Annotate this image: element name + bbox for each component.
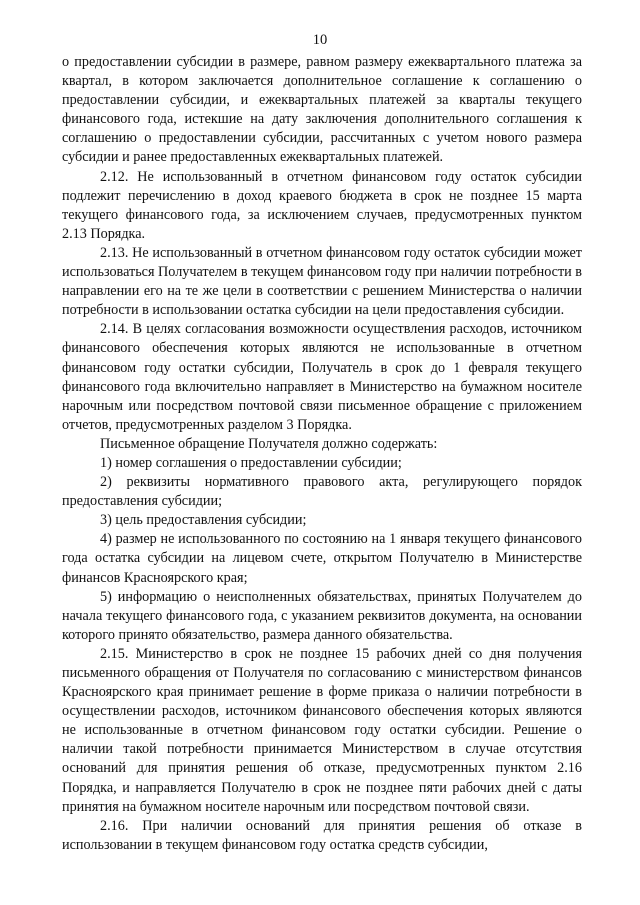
paragraph: о предоставлении субсидии в размере, равном размеру ежеквартального платежа за квартал, в котором заключается дополнительное соглашение к соглашению о предоставлении субсидии, и ежеквартальных платежей за кварталы текущего финансового года, истекшие на дату заключения дополнительного соглашения к соглашению о предоставлении субсидии, рассчитанных с учетом нового размера субсидии и ранее предоставленных ежеквартальных платежей. bbox=[62, 54, 582, 166]
paragraph: 2.16. При наличии оснований для принятия решения об отказе в использовании в текущем финансовом году остатка средств субсидии, bbox=[62, 817, 582, 853]
paragraph: 4) размер не использованного по состоянию на 1 января текущего финансового года остатка субсидии на лицевом счете, открытом Получателю в Министерстве финансов Красноярского края; bbox=[62, 531, 582, 586]
paragraph: 2) реквизиты нормативного правового акта, регулирующего порядок предоставления субсидии; bbox=[62, 474, 582, 510]
paragraph: 5) информацию о неисполненных обязательствах, принятых Получателем до начала текущего финансового года, с указанием реквизитов документа, на основании которого принято обязательство, размера данного обязательства. bbox=[62, 588, 582, 643]
paragraph: 3) цель предоставления субсидии; bbox=[100, 512, 307, 529]
paragraph: 2.13. Не использованный в отчетном финансовом году остаток субсидии может использоваться Получателем в текущем финансовом году при наличии потребности в направлении его на те же цели в соответствии с решением Министерства о наличии потребности в использовании остатка субсидии на цели предоставления субсидии. bbox=[62, 244, 582, 319]
paragraph: 2.14. В целях согласования возможности осуществления расходов, источником финансового обеспечения которых являются не использованные в отчетном финансовом году остатки субсидии, Получатель в срок до 1 февраля текущего финансового года включительно направляет в Министерство на бумажном носителе нарочным или посредством почтовой связи письменное обращение с приложением отчетов, предусмотренных разделом 3 Порядка. bbox=[62, 321, 582, 433]
paragraph: 2.15. Министерство в срок не позднее 15 рабочих дней со дня получения письменного обращения от Получателя по согласованию с министерством финансов Красноярского края принимает решение в форме приказа о наличии потребности в осуществлении расходов, источником финансового обеспечения которых являются не использованные в отчетном финансовом году остатки субсидии. Решение о наличии такой потребности принимается Министерством в случае отсутствия оснований для принятия решения об отказе, предусмотренных пунктом 2.16 Порядка, и направляется Получателю в срок не позднее пяти рабочих дней с даты принятия на бумажном носителе нарочным или посредством почтовой связи. bbox=[62, 645, 582, 815]
document-body bbox=[62, 53, 582, 855]
paragraph: Письменное обращение Получателя должно содержать: bbox=[100, 435, 438, 452]
page-number: 10 bbox=[312, 32, 328, 48]
paragraph: 1) номер соглашения о предоставлении субсидии; bbox=[100, 454, 402, 471]
paragraph: 2.12. Не использованный в отчетном финансовом году остаток субсидии подлежит перечислению в доход краевого бюджета в срок не позднее 15 марта текущего финансового года, за исключением случаев, предусмотренных пунктом 2.13 Порядка. bbox=[62, 168, 582, 242]
